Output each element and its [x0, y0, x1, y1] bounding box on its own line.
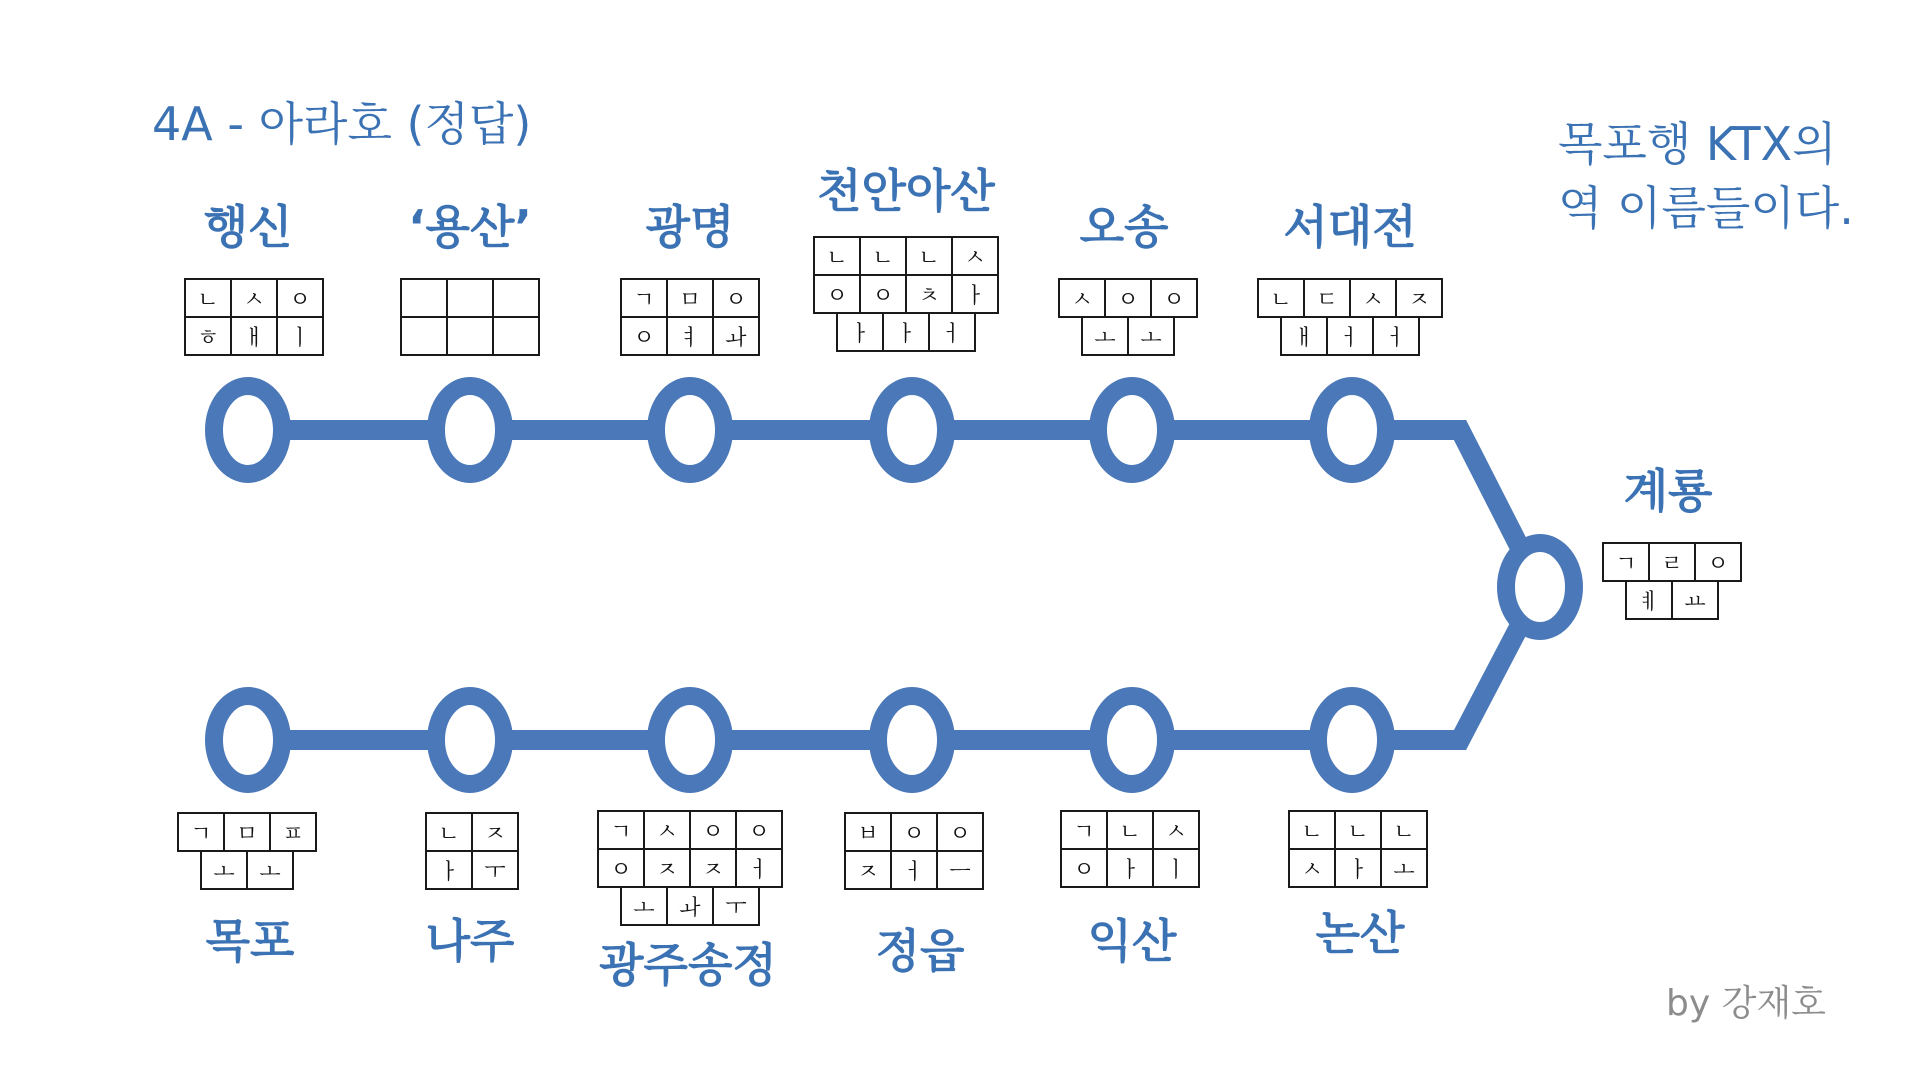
jamo-cell: ㄴ — [905, 236, 953, 276]
jamo-cell: ㅈ — [643, 848, 691, 888]
jamo-cell: ㄴ — [1106, 810, 1154, 850]
jamo-cell: ㄴ — [859, 236, 907, 276]
jamo-cell: ㅐ — [1280, 316, 1328, 356]
jamo-cell — [446, 316, 494, 356]
station-node-천안아산 — [878, 386, 946, 474]
jamo-cell: ㅇ — [276, 278, 324, 318]
jamo-row — [620, 316, 760, 356]
jamo-row — [177, 812, 317, 852]
jamo-cell: ㅏ — [836, 312, 884, 352]
jamo-cell: ㅅ — [1152, 810, 1200, 850]
jamo-grid-행신 — [184, 278, 324, 356]
jamo-cell: ㅁ — [666, 278, 714, 318]
jamo-cell: ㅈ — [689, 848, 737, 888]
jamo-cell: ㅖ — [1625, 580, 1673, 620]
jamo-cell: ㄱ — [597, 810, 645, 850]
jamo-cell: ㅏ — [1334, 848, 1382, 888]
jamo-row — [200, 850, 294, 890]
jamo-cell: ㅘ — [712, 316, 760, 356]
jamo-grid-천안아산 — [813, 236, 999, 352]
jamo-row — [184, 278, 324, 318]
jamo-cell — [446, 278, 494, 318]
jamo-row — [1602, 542, 1742, 582]
jamo-cell: ㅛ — [1671, 580, 1719, 620]
jamo-grid-오송 — [1058, 278, 1198, 356]
jamo-row — [1060, 810, 1200, 850]
jamo-grid-광주송정 — [597, 810, 783, 926]
jamo-row — [1058, 278, 1198, 318]
jamo-cell: ㄱ — [1060, 810, 1108, 850]
jamo-row — [425, 850, 519, 890]
jamo-row — [1081, 316, 1175, 356]
jamo-cell: ㅅ — [230, 278, 278, 318]
jamo-cell: ㅗ — [246, 850, 294, 890]
jamo-row — [844, 812, 984, 852]
station-name-목포: 목포 — [205, 914, 295, 968]
jamo-cell: ㅐ — [230, 316, 278, 356]
jamo-row — [597, 848, 783, 888]
jamo-row — [844, 850, 984, 890]
station-name-나주: 나주 — [425, 914, 515, 968]
station-node-논산 — [1318, 696, 1386, 784]
jamo-cell: ㅇ — [735, 810, 783, 850]
jamo-row — [1288, 848, 1428, 888]
station-name-행신: 행신 — [203, 200, 293, 254]
station-node-정읍 — [878, 696, 946, 784]
station-node-목포 — [214, 696, 282, 784]
station-name-오송: 오송 — [1079, 200, 1169, 254]
jamo-cell: ㄴ — [1334, 810, 1382, 850]
jamo-cell: ㅘ — [666, 886, 714, 926]
jamo-cell: ㄴ — [813, 236, 861, 276]
station-node-오송 — [1098, 386, 1166, 474]
jamo-grid-정읍 — [844, 812, 984, 890]
jamo-cell — [400, 278, 448, 318]
puzzle-title: 4A - 아라호 (정답) — [152, 97, 532, 151]
jamo-row — [1288, 810, 1428, 850]
station-node-나주 — [436, 696, 504, 784]
jamo-cell: ㅏ — [951, 274, 999, 314]
jamo-cell: ㅇ — [1694, 542, 1742, 582]
station-name-광주송정: 광주송정 — [599, 938, 777, 992]
jamo-cell: ㅗ — [1127, 316, 1175, 356]
jamo-row — [184, 316, 324, 356]
jamo-cell: ㄴ — [425, 812, 473, 852]
jamo-cell: ㄷ — [1303, 278, 1351, 318]
station-node-광명 — [656, 386, 724, 474]
jamo-cell: ㅅ — [1288, 848, 1336, 888]
jamo-cell: ㅇ — [1150, 278, 1198, 318]
station-name-계룡: 계룡 — [1623, 464, 1713, 518]
station-name-광명: 광명 — [645, 200, 735, 254]
jamo-cell: ㅣ — [1152, 848, 1200, 888]
jamo-cell: ㅅ — [643, 810, 691, 850]
station-node-익산 — [1098, 696, 1166, 784]
jamo-cell — [492, 316, 540, 356]
jamo-cell: ㄴ — [1288, 810, 1336, 850]
jamo-cell: ㄴ — [1380, 810, 1428, 850]
jamo-cell: ㅈ — [1395, 278, 1443, 318]
jamo-row — [813, 274, 999, 314]
jamo-cell: ㅓ — [890, 850, 938, 890]
note-line-2: 역 이름들이다. — [1558, 181, 1854, 235]
jamo-grid-익산 — [1060, 810, 1200, 888]
jamo-cell: ㅜ — [471, 850, 519, 890]
station-node-행신 — [214, 386, 282, 474]
jamo-row — [1280, 316, 1420, 356]
jamo-cell: ㅇ — [859, 274, 907, 314]
jamo-cell: ㅗ — [1081, 316, 1129, 356]
jamo-cell: ㅓ — [1326, 316, 1374, 356]
jamo-cell: ㅇ — [890, 812, 938, 852]
jamo-grid-나주 — [425, 812, 519, 890]
jamo-grid-계룡 — [1602, 542, 1742, 620]
jamo-cell: ㅅ — [951, 236, 999, 276]
station-node-광주송정 — [656, 696, 724, 784]
jamo-cell: ㄴ — [184, 278, 232, 318]
jamo-cell: ㅇ — [597, 848, 645, 888]
jamo-cell: ㅅ — [1349, 278, 1397, 318]
jamo-row — [813, 236, 999, 276]
station-node-서대전 — [1318, 386, 1386, 474]
jamo-row — [597, 810, 783, 850]
jamo-row — [620, 886, 760, 926]
jamo-cell: ㅅ — [1058, 278, 1106, 318]
jamo-cell: ㅇ — [936, 812, 984, 852]
jamo-cell: ㅂ — [844, 812, 892, 852]
station-name-논산: 논산 — [1315, 906, 1405, 960]
station-name-정읍: 정읍 — [875, 924, 965, 978]
jamo-grid-목포 — [177, 812, 317, 890]
jamo-cell: ㅇ — [620, 316, 668, 356]
jamo-cell: ㅍ — [269, 812, 317, 852]
jamo-cell: ㅇ — [1104, 278, 1152, 318]
jamo-cell: ㅜ — [712, 886, 760, 926]
jamo-cell: ㅓ — [928, 312, 976, 352]
jamo-grid-논산 — [1288, 810, 1428, 888]
jamo-row — [425, 812, 519, 852]
jamo-cell: ㅊ — [905, 274, 953, 314]
jamo-cell: ㅗ — [1380, 848, 1428, 888]
jamo-cell: ㅏ — [1106, 848, 1154, 888]
jamo-cell — [492, 278, 540, 318]
jamo-cell: ㅁ — [223, 812, 271, 852]
jamo-cell: ㅎ — [184, 316, 232, 356]
jamo-cell: ㅗ — [620, 886, 668, 926]
jamo-cell: ㅈ — [844, 850, 892, 890]
jamo-cell: ㄴ — [1257, 278, 1305, 318]
jamo-cell — [400, 316, 448, 356]
jamo-row — [1060, 848, 1200, 888]
jamo-cell: ㅗ — [200, 850, 248, 890]
jamo-cell: ㅏ — [882, 312, 930, 352]
station-node-계룡 — [1506, 543, 1574, 631]
jamo-grid-광명 — [620, 278, 760, 356]
jamo-cell: ㄱ — [620, 278, 668, 318]
jamo-cell: ㅓ — [1372, 316, 1420, 356]
note-line-1: 목포행 KTX의 — [1558, 117, 1837, 171]
jamo-cell: ㅇ — [689, 810, 737, 850]
jamo-row — [400, 278, 540, 318]
jamo-row — [620, 278, 760, 318]
jamo-cell: ㅇ — [1060, 848, 1108, 888]
jamo-cell: ㄱ — [1602, 542, 1650, 582]
station-name-천안아산: 천안아산 — [817, 164, 995, 218]
jamo-cell: ㅕ — [666, 316, 714, 356]
jamo-grid-용산 — [400, 278, 540, 356]
jamo-cell: ㅇ — [712, 278, 760, 318]
station-name-서대전: 서대전 — [1283, 200, 1417, 254]
author-credit: by 강재호 — [1666, 983, 1826, 1024]
jamo-cell: ㄱ — [177, 812, 225, 852]
jamo-grid-서대전 — [1257, 278, 1443, 356]
jamo-cell: ㅓ — [735, 848, 783, 888]
jamo-row — [1625, 580, 1719, 620]
jamo-row — [1257, 278, 1443, 318]
jamo-cell: ㅇ — [813, 274, 861, 314]
jamo-row — [836, 312, 976, 352]
jamo-cell: ㅡ — [936, 850, 984, 890]
jamo-cell: ㅏ — [425, 850, 473, 890]
jamo-cell: ㅈ — [471, 812, 519, 852]
station-name-용산: ‘용산’ — [408, 200, 532, 254]
station-name-익산: 익산 — [1087, 914, 1177, 968]
station-node-용산 — [436, 386, 504, 474]
jamo-cell: ㄹ — [1648, 542, 1696, 582]
jamo-row — [400, 316, 540, 356]
jamo-cell: ㅣ — [276, 316, 324, 356]
